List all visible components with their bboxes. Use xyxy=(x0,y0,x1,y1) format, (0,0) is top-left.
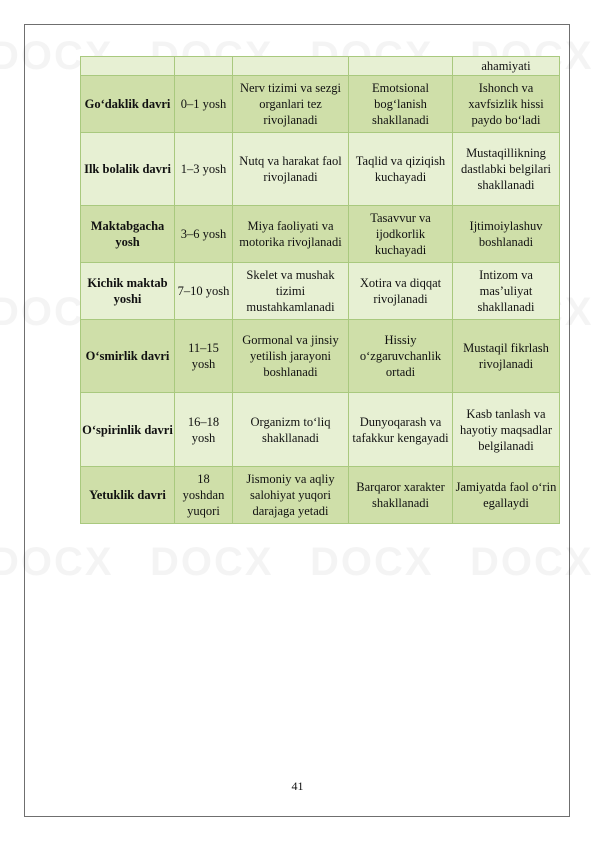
social-cell: Intizom va mas’uliyat shakllanadi xyxy=(453,263,560,320)
table-row xyxy=(81,57,560,76)
emotional-cell: Dunyoqarash va tafakkur kengayadi xyxy=(349,393,453,467)
physical-cell: Nerv tizimi va sezgi organlari tez rivojlanadi xyxy=(233,76,349,133)
development-stages-table xyxy=(80,56,560,524)
age-cell: 1–3 yosh xyxy=(175,133,233,206)
physical-cell: Jismoniy va aqliy salohiyat yuqori darajaga yetadi xyxy=(233,467,349,524)
social-cell: Ijtimoiylashuv boshlanadi xyxy=(453,206,560,263)
physical-cell: Organizm to‘liq shakllanadi xyxy=(233,393,349,467)
physical-cell: Skelet va mushak tizimi mustahkamlanadi xyxy=(233,263,349,320)
social-cell: ahamiyati xyxy=(453,57,560,76)
table-row xyxy=(81,393,560,467)
stage-cell: Ilk bolalik davri xyxy=(81,133,175,206)
emotional-cell: Hissiy o‘zgaruvchanlik ortadi xyxy=(349,320,453,393)
stage-cell: O‘spirinlik davri xyxy=(81,393,175,467)
stage-cell: O‘smirlik davri xyxy=(81,320,175,393)
table-row xyxy=(81,467,560,524)
emotional-cell: Tasavvur va ijodkorlik kuchayadi xyxy=(349,206,453,263)
stage-cell: Maktabgacha yosh xyxy=(81,206,175,263)
age-cell: 18 yoshdan yuqori xyxy=(175,467,233,524)
physical-cell: Gormonal va jinsiy yetilish jarayoni boshlanadi xyxy=(233,320,349,393)
social-cell: Mustaqillikning dastlabki belgilari shakllanadi xyxy=(453,133,560,206)
page-number: 41 xyxy=(291,779,304,793)
age-cell xyxy=(175,57,233,76)
age-cell: 7–10 yosh xyxy=(175,263,233,320)
table-row xyxy=(81,206,560,263)
table-row xyxy=(81,76,560,133)
social-cell: Ishonch va xavfsizlik hissi paydo bo‘ladi xyxy=(453,76,560,133)
physical-cell: Miya faoliyati va motorika rivojlanadi xyxy=(233,206,349,263)
emotional-cell: Emotsional bog‘lanish shakllanadi xyxy=(349,76,453,133)
age-cell: 0–1 yosh xyxy=(175,76,233,133)
stage-cell: Kichik maktab yoshi xyxy=(81,263,175,320)
stage-cell: Go‘daklik davri xyxy=(81,76,175,133)
social-cell: Kasb tanlash va hayotiy maqsadlar belgilanadi xyxy=(453,393,560,467)
emotional-cell: Xotira va diqqat rivojlanadi xyxy=(349,263,453,320)
physical-cell xyxy=(233,57,349,76)
table-row xyxy=(81,133,560,206)
emotional-cell: Taqlid va qiziqish kuchayadi xyxy=(349,133,453,206)
age-cell: 16–18 yosh xyxy=(175,393,233,467)
age-cell: 3–6 yosh xyxy=(175,206,233,263)
social-cell: Jamiyatda faol o‘rin egallaydi xyxy=(453,467,560,524)
social-cell: Mustaqil fikrlash rivojlanadi xyxy=(453,320,560,393)
age-cell: 11–15 yosh xyxy=(175,320,233,393)
emotional-cell: Barqaror xarakter shakllanadi xyxy=(349,467,453,524)
table-row xyxy=(81,320,560,393)
stage-cell xyxy=(81,57,175,76)
physical-cell: Nutq va harakat faol rivojlanadi xyxy=(233,133,349,206)
table-row xyxy=(81,263,560,320)
stage-cell: Yetuklik davri xyxy=(81,467,175,524)
emotional-cell xyxy=(349,57,453,76)
